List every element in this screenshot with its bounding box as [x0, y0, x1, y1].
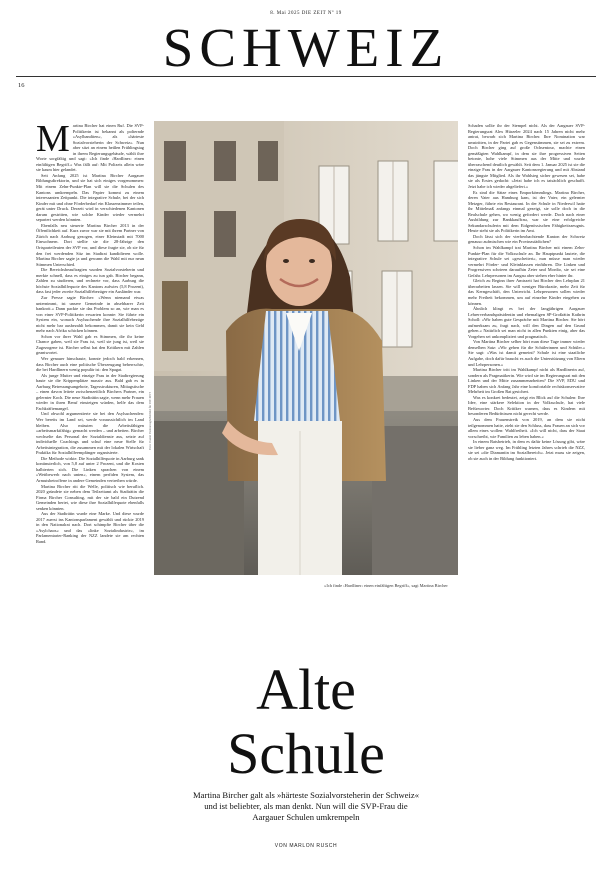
paragraph: Die Methode wirkte. Die Sozialhilfequote in Aarburg sank kontinuierlich, von 5,8 auf unter 2 Prozent, und die Kosten halbierten sich. Die Linken sprachen von einem »Wettbewerb nach unten«, einem perfiden System, das Armutsbetroffene in andere Gemeinden vertreiben würde. [36, 455, 144, 483]
paragraph: Gleich zu Beginn ihrer Amtszeit hat Bircher den Lehrplan 21 überarbeiten lassen. Sie will weniger Bürokratie, mehr Zeit für das Kerngeschäft, den Unterricht. Lehrpersonen sollen wieder mehr Freiheit bekommen, um auf einzelne Kinder eingehen zu können. [468, 278, 585, 306]
photo-caption: »Ich finde ›Hardliner‹ einen einfältigen Begriff«, sagt Martina Bircher [324, 583, 448, 588]
photo-illustration [154, 121, 458, 575]
headline-line-1: Alte [256, 657, 356, 722]
paragraph: Ebenfalls neu steuerte Martina Bircher 2013 in der Öffentlichkeit auf. Kurz zuvor war sie mit ihrem Partner von Zürich nach Aarburg gezogen, einer Kleinstadt mit 7000 Einwohnern. Dort stellte sie die 28-Jährige den Ortsparteileuten der SVP vor, und diese fragte sie, ob sie für den frei werdenden Sitz im Stadtrat kandidieren wolle. Martina Bircher sagte ja und gewann die Wahl mit nur neun Stimmen Unterschied. [36, 222, 144, 267]
lead-paragraph: Martina Bircher hat einen Ruf. Die SVP-Politikerin ist bekannt als polternde »Asylbanditen«, als »härteste Sozialvorsteherin der Schweiz«. Nun aber sitzt an einem heißen Frühlingstag in ihrem Regierungsgebäude, wählt ihre Worte sorgfältig und sagt: »Ich finde ›Hardliner‹ einen einfältigen Begriff.« Was fällt auf: Mit Polizeis allein wäre sie kaum hier gelandet. [36, 123, 144, 173]
byline: VON MARLON RUSCH [274, 843, 338, 849]
drop-cap: M [36, 123, 70, 160]
paragraph: Was es konkret bedeutet, zeigt ein Blick auf die Schulen: Ihre Idee, eine stärkere Selektion in der Volksschule, hat viele Befürworter. Doch Kritiker warnen, dass es Kindern mit besonderen Bedürfnissen nicht gerecht werde. [468, 394, 585, 417]
paragraph: Doch lässt sich der vierbeobachtende Kanton der Schweiz genauso aufmischen wie ein Provinzstädtchen? [468, 233, 585, 245]
paragraph: Aus der Stadträtin wurde eine Marke. Und diese wurde 2017 zuerst ins Kantonsparlament gewählt und rückte 2019 in den Nationalrat nach. Dort schimpfte Bircher über die »Asylchaos« und das »linke Sozialindustrie«, im Parlamentarier-Ranking der NZZ landete sie am rechten Rand. [36, 511, 144, 545]
paragraph: Aus dem Frauenstreik von 2019, an dem sie nicht teilgenommen hatte, zieht sie den Schluss, dass Frauen an sich vor allem eines wollen: Wahlfreiheit. »Ich will nicht, dass der Staat vorschreibt, wie Familien zu leben haben.« [468, 416, 585, 439]
article-dek: Martina Bircher galt als »härteste Sozialvorsteherin der Schweiz« und ist beliebter, als man denkt. Nun will die SVP-Frau die Aargauer Schulen umkrempeln [193, 790, 419, 822]
paragraph: Wer genauer hinschaute, konnte jedoch bald erkennen, dass Bircher auch eine politische Überzeugung beherrschte, die bei Hardlinern wenig populär ist: den Spagat. [36, 355, 144, 373]
page-number: 16 [18, 82, 25, 89]
dateline: 8. Mai 2025 DIE ZEIT Nº 19 [270, 11, 342, 16]
paragraph: Die Bereichsbeauftragten wurden Sozialvorsteherin und merkte schnell, dass es einiges zu tun gab. Bircher begann, Zahlen zu studieren, und rechnete vor, dass Aarburg die höchste Sozialhilfequote des Kantons aufwies (5,8 Prozent), dass fast jeder zweite Sozialhilfebezüger ein Ausländer war. [36, 267, 144, 295]
paragraph: Es sind die Sätze eines Emporkömmlings. Martina Bircher, deren Vater aus Hamburg kam, ist der Vater, ein gelernter Metzger, führte ein Restaurant. In der Schule in Niederwil hatte ihr Mittelmaß anfangs einmal gezeigt, sie solle doch in die Realschule gehen, wo wenig gefordert werde. Doch nach einer Ausbildung zur Bankkauffrau, war sie eine erfolgreiche Sekundarschulerin mit dem Eidgenössischen Fähigkeitszeugnis. Heute steht sie als Politikerin im Amt. [468, 189, 585, 234]
paragraph: Martina Bircher tritt im Wahlkampf nicht als Hardlinerin auf, sondern als Pragmatikerin. Wie wird sie im Regierungsrat mit den Linken und der Mitte zusammenarbeiten? Die SVP, EDU und FDP haben sich Anfang Jahr eine komfortable rechtskonservative Mehrheit im Großen Rat gesichert. [468, 367, 585, 395]
paragraph: Schon vor ihrer Wahl gab es Stimmen, die ihr keine Chance gaben, weil sie Frau ist, weil sie jung ist, weil sie Zugezogene ist. Bircher selbst hat den Kritikern mit Zahlen geantwortet. [36, 333, 144, 356]
paragraph: Und obwohl argumentierte sie bei den Asylsuchenden: Wer bereits im Land sei, werde voraussichtlich im Land bleiben. Also müssten die Arbeitsfähigen »arbeitsmarktfähig« gemacht werden – und arbeiten. Bircher wechselte das Personal der Sozialdienste aus, setzte auf individuelle Coachings und schuf eine neue Stelle für Arbeitsintegration, die zusammen mit der lokalen Wirtschaft Praktika für Sozialhilfeempfänger organisierte. [36, 411, 144, 456]
header-rule [16, 76, 596, 77]
paragraph: Schaden sollte ihr der Stempel nicht. Als der Aargauer SVP-Regierungsrat Alex Hürzeler 2024 nach 15 Jahren nicht mehr antrat, bewarb sich Martina Bircher. Ihre Nomination war umstritten, in der Partei gab es Gegenstimmen, sie sei zu extrem. Doch Bircher ging auf große Ochsentour, machte einen gemäßigten Wahlkampf, in dem sie ihre progressiven Seiten betonte, hohe viele Stimmen aus der Mitte und wurde überraschend deutlich gewählt. Seit dem 1. Januar 2025 ist sie die einzige Frau in der Aargauer Kantonsregierung und mit Abstand das jüngste Mitglied. Als ihr Wahlsieg sicher gewesen sei, habe sie als Erstes gedacht: »Jetzt habe ich es tatsächlich geschafft. Jetzt habe ich wieder abgeliefert.« [468, 123, 585, 190]
portrait-photo [154, 121, 458, 575]
paragraph: Martina Bircher ritt die Welle, politisch wie beruflich. 2020 gründete sie neben dem Teilzeitamt als Stadträtin die Firma Bircher Consulting, mit der sie bald ein Dutzend Gemeinden beriet, wie diese ihre Sozialhilfequote ebenfalls senken könnten. [36, 483, 144, 511]
photo-credit: Foto: Daniel Desborough/Zeitbild für DIE ZEIT [148, 391, 152, 450]
paragraph: Seit Anfang 2025 ist Martina Bircher Aargauer Bildungsdirektorin, und sie hat sich einiges vorgenommen: Mit einem Zehn-Punkte-Plan will sie die Schulen des Kantons umkrempeln. Das Papier kommt zu einem interessanten Zeitpunkt. Die integrative Schule, bei der sich Kinder mit und ohne Förderbedarf ein Klassenzimmer teilen, gerät unter Druck. Derzeit wird in verschiedenen Kantonen darum gestritten, wie solche Kinder wieder vermehrt separiert werden könnten. [36, 172, 144, 223]
headline-line-2: Schule [227, 721, 385, 786]
paragraph: Ähnlich klingt es bei der langjährigen Aargauer Lehrerverbandspräsidentin und ehemaligen SP-Großrätin Kathrin Scholl: »Wir haben gute Gespräche mit Martina Bircher. Sie hört aufmerksam zu, fragt nach, will den Dingen auf den Grund gehen.« Natürlich sei man nicht in allen Punkten einig, aber das Vorgehen sei unkompliziert und pragmatisch. [468, 306, 585, 339]
paragraph: Von Martina Bircher selber hört man diese Tage immer wieder denselben Satz: »Wir gehen für die Schülerinnen und Schüler.« Sie sagt: »Was ist damit gemeint? Schule ist eine staatliche Aufgabe, doch dafür braucht es auch die Unterstützung von Eltern und Lehrpersonen.« [468, 339, 585, 367]
paragraph: Zur Presse sagte Bircher: »Wenn niemand etwas unternimmt, ist unsere Gemeinde in absehbarer Zeit bankrott.« Dann packte sie das Problem so an, wie man es von einer SVP-Politikerin erwarten konnte: Sie führte ein System ein, wonach Asylsuchende ihre Sozialhilfebezüge nicht mehr bar ausbezahlt bekommen, damit sie kein Geld mehr nach Afrika schicken können. [36, 294, 144, 334]
paragraph: In einem Ratsbetrieb, in dem es dafür keine Lösung gibt, wäre sie lieber ganz weg. Im Frühling letzten Jahres schrieb die NZZ, sie sei »die Diamantin im Sozialbereich«. Jetzt muss sie zeigen, ob sie auch in der Bildung funktioniert. [468, 439, 585, 461]
paragraph: Schon im Wahlkampf trat Martina Bircher mit einem Zehn-Punkte-Plan für die Volksschule an. Ihr Hauptpunkt lautete, die integrative Schule sei »gescheitert«, nun müsse man wieder vermehrt Förder- und Kleinklassen einführen. Die Linken und Progressiven schrieen daraufhin Zeter und Mordio, sie sei eine Gefahr. Lehrpersonen im Aargau aber stehen eher hinter ihr. [468, 245, 585, 278]
section-masthead: SCHWEIZ [162, 17, 450, 78]
paragraph: Als junge Mutter und einzige Frau in der Stadtregierung baute sie die Krippenplätze massiv aus. Bald gab es in Aarburg Betreuungsangebote, Tagesstrukturen, Mittagstische – einen davon leitete zwischenzeitlich Birchers Partner, ein gelernter Koch. Die neue Stadträtin sagte, wenn mehr Frauen wieder in ihren Beruf einsteigen würden, helfe das dem Fachkräftemangel. [36, 372, 144, 411]
